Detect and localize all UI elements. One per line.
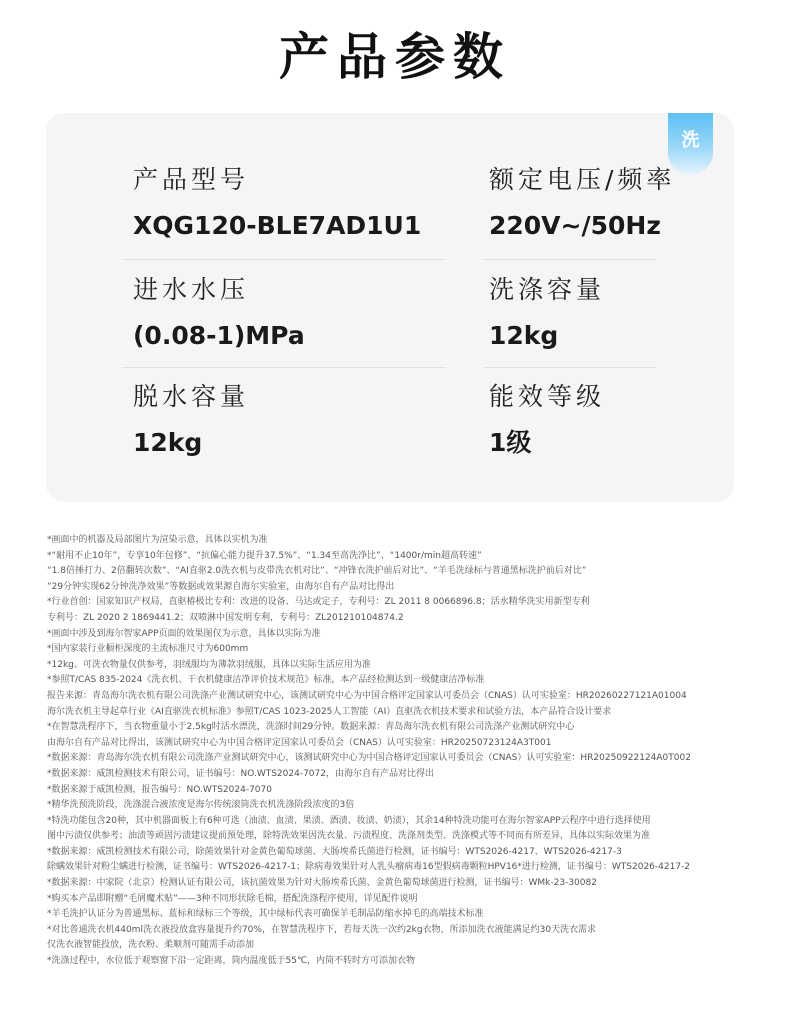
note-line: 专利号：ZL 2020 2 1869441.2；双喷淋中国发明专利，专利号：ZL201210104874.2 (47, 612, 404, 623)
spec-label: 产品型号 (133, 165, 250, 194)
note-line: *羊毛洗护认证分为普通黑标、蓝标和绿标三个等级，其中绿标代表可确保羊毛制品防缩水掉毛的高端技术标准 (47, 909, 484, 920)
note-line: *国内家装行业橱柜深度的主流标准尺寸为600mm (47, 644, 249, 655)
note-line: 除螨效果针对粉尘螨进行检测，证书编号：WTS2026-4217-1；除病毒效果针对人乳头瘤病毒16型假病毒颗粒HPV16*进行检测，证书编号：WTS2026-4217-2 (47, 862, 691, 873)
note-line: *精华洗预洗阶段，洗涤混合液浓度是海尔传统滚筒洗衣机洗涤阶段浓度的3倍 (47, 800, 355, 811)
spec-energy-grade (489, 381, 605, 459)
note-line: *数据来源：威凯检测技术有限公司，证书编号：NO.WTS2024-7072，由海尔自有产品对比得出 (47, 768, 434, 779)
note-line: *12kg、可洗衣物量仅供参考，羽绒服均为薄款羽绒服，具体以实际生活应用为准 (47, 659, 371, 670)
divider (122, 259, 446, 260)
spec-value: (0.08-1)MPa (133, 321, 305, 350)
divider (122, 367, 446, 368)
note-line: 由海尔自有产品对比得出，该测试研究中心为中国合格评定国家认可委员会（CNAS）认可实验室：HR20250723124A3T001 (47, 737, 552, 748)
spec-value: 12kg (133, 428, 203, 457)
note-line: *特洗功能包含20种，其中机器面板上有6种可选（油渍、血渍、果渍、酒渍、妆渍、奶渍），其余14种特洗功能可在海尔智家APP云程序中进行选择使用 (47, 815, 651, 826)
note-line: 海尔洗衣机主导起草行业《AI直驱洗衣机标准》参照T/CAS 1023-2025人工智能（AI）直驱洗衣机技术要求和试验方法，本产品符合设计要求 (47, 706, 612, 717)
spec-wash-capacity (489, 274, 605, 352)
spec-water-pressure (133, 274, 305, 352)
spec-value: XQG120-BLE7AD1U1 (133, 211, 422, 240)
spec-model (133, 164, 421, 242)
divider (484, 367, 656, 368)
spec-label: 洗涤容量 (489, 275, 606, 304)
wash-badge: 洗 (668, 113, 713, 175)
spec-label: 进水水压 (133, 275, 250, 304)
note-line: *数据来源：青岛海尔洗衣机有限公司洗涤产业测试研究中心，该测试研究中心为中国合格评定国家认可委员会（CNAS）认可实验室：HR20250922124A0T002 (47, 753, 691, 764)
spec-voltage (489, 164, 675, 242)
note-line: “1.8倍捶打力、2倍翻转次数”、“AI直驱2.0洗衣机与皮带洗衣机对比”、“冲锋衣洗护前后对比”、“羊毛洗绿标与普通黑标洗护前后对比” (47, 566, 587, 577)
note-line: *画面中的机器及局部图片为渲染示意，具体以实机为准 (47, 535, 268, 545)
spec-label: 脱水容量 (133, 382, 250, 411)
note-line: “29分钟实现62分钟洗净效果”等数据或效果源自海尔实验室，由海尔自有产品对比得出 (47, 581, 395, 592)
note-line: *洗涤过程中，水位低于观察窗下沿一定距离，筒内温度低于55℃，内筒不转时方可添加衣物 (47, 956, 416, 967)
note-line: *数据来源于威凯检测，报告编号：NO.WTS2024-7070 (47, 784, 272, 795)
note-line: 图中污渍仅供参考；油渍等顽固污渍建议提前预处理，除特洗效果因洗衣量、污渍程度、洗涤剂类型、洗涤模式等不同而有所差异，具体以实际效果为准 (47, 831, 651, 842)
spec-label: 能效等级 (489, 382, 606, 411)
note-line: *对比普通洗衣机440ml洗衣液投放盒容量提升约70%，在智慧洗程序下，若每天洗一次约2kg衣物，所添加洗衣液能满足约30天洗衣需求 (47, 924, 597, 935)
note-line: *“耐用不止10年”，专享10年包修”、“抗偏心能力提升37.5%”、“1.34至高洗净比”、“1400r/min超高转速” (47, 550, 482, 561)
note-line: *数据来源：中家院（北京）检测认证有限公司，该抗菌效果为针对大肠埃希氏菌、金黄色葡萄球菌进行检测，证书编号：WMk-23-30082 (47, 878, 597, 889)
note-line: *参照T/CAS 835-2024《洗衣机、干衣机健康洁净评价技术规范》标准，本产品经检测达到一级健康洁净标准 (47, 675, 485, 686)
note-line: 仅洗衣液智能投放，洗衣粉、柔顺剂可随需手动添加 (47, 940, 255, 951)
note-line: *购买本产品即附赠“毛屑魔术贴”——3种不同形状除毛棉，搭配洗涤程序使用，详见配件说明 (47, 893, 418, 904)
note-line: *数据来源：威凯检测技术有限公司，除菌效果针对金黄色葡萄球菌、大肠埃希氏菌进行检测，证书编号：WTS2026-4217、WTS2026-4217-3 (47, 846, 622, 857)
spec-value: 220V~/50Hz (489, 211, 661, 240)
note-line: 报告来源：青岛海尔洗衣机有限公司洗涤产业测试研究中心，该测试研究中心为中国合格评定国家认可委员会（CNAS）认可实验室：HR20260227121A01004 (47, 690, 687, 701)
spec-value: 1级 (489, 428, 532, 457)
spec-spin-capacity (133, 381, 249, 459)
disclaimer-notes (47, 533, 767, 970)
note-line: *在智慧洗程序下，当衣物重量小于2.5kg时活水漂洗，洗涤时间29分钟。数据来源：青岛海尔洗衣机有限公司洗涤产业测试研究中心 (47, 722, 575, 733)
page-title: 产品参数 (279, 28, 511, 86)
note-line: *画面中涉及到海尔智家APP页面的效果图仅为示意，具体以实际为准 (47, 628, 321, 639)
spec-value: 12kg (489, 321, 559, 350)
divider (484, 259, 656, 260)
spec-label: 额定电压/频率 (489, 165, 676, 194)
note-line: *行业首创：国家知识产权局，直驱椿极比专利：改进的设备、马达或定子，专利号：ZL 2011 8 0066896.8；活水精华洗实用新型专利 (47, 597, 590, 608)
